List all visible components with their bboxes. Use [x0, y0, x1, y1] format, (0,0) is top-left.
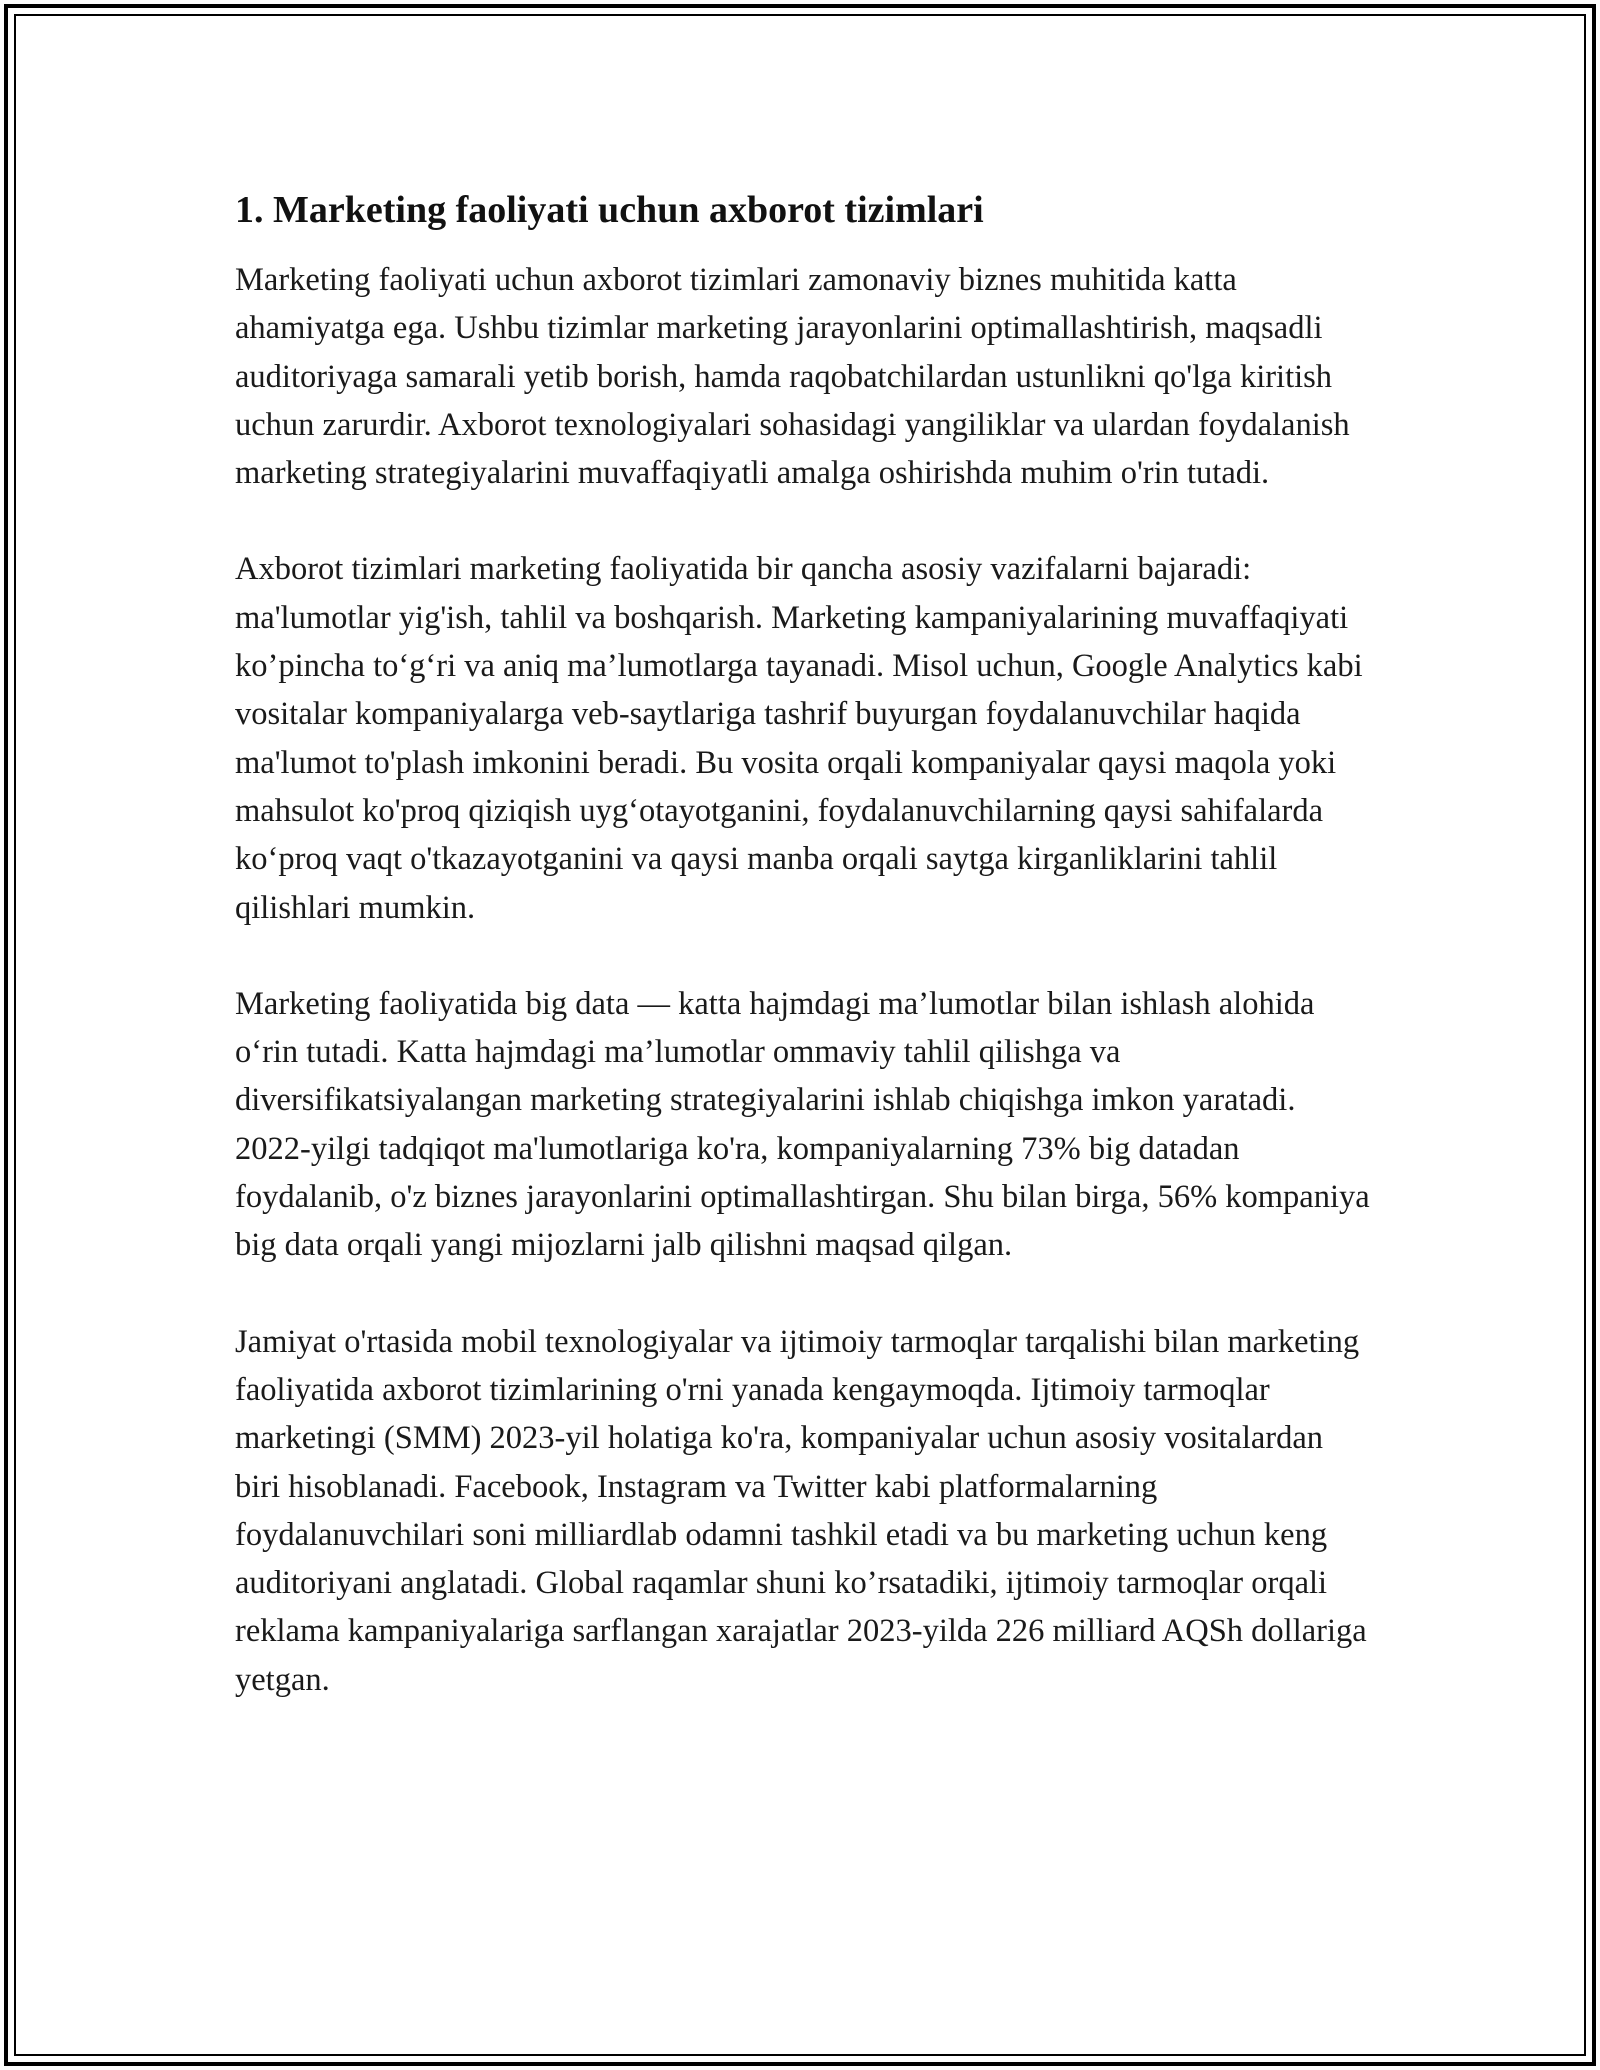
paragraph-social-media: Jamiyat o'rtasida mobil texnologiyalar va ijtimoiy tarmoqlar tarqalishi bilan marketing faoliyatida axborot tizimlarining o'rni yanada kengaymoqda. Ijtimoiy tarmoqlar marketingi (SMM) 2023-yil holatiga ko'ra, kompaniyalar uchun asosiy vositalardan biri hisoblanadi. Facebook, Instagram va Twitter kabi platformalarning foydalanuvchilari soni milliardlab odamni tashkil etadi va bu marketing uchun keng auditoriyani anglatadi. Global raqamlar shuni ko’rsatadiki, ijtimoiy tarmoqlar orqali reklama kampaniyalariga sarflangan xarajatlar 2023-yilda 226 milliard AQSh dollariga yetgan.	[235, 1323, 1367, 1698]
document-body	[235, 186, 1375, 1752]
section-heading: 1. Marketing faoliyati uchun axborot tizimlari	[235, 189, 984, 231]
paragraph-tasks: Axborot tizimlari marketing faoliyatida bir qancha asosiy vazifalarni bajaradi: ma'lumotlar yig'ish, tahlil va boshqarish. Marketing kampaniyalarining muvaffaqiyati ko’pincha to‘g‘ri va aniq ma’lumotlarga tayanadi. Misol uchun, Google Analytics kabi vositalar kompaniyalarga veb-saytlariga tashrif buyurgan foydalanuvchilar haqida ma'lumot to'plash imkonini beradi. Bu vosita orqali kompaniyalar qaysi maqola yoki mahsulot ko'proq qiziqish uyg‘otayotganini, foydalanuvchilarning qaysi sahifalarda ko‘proq vaqt o'tkazayotganini va qaysi manba orqali saytga kirganliklarini tahlil qilishlari mumkin.	[235, 551, 1363, 926]
paragraph-intro: Marketing faoliyati uchun axborot tizimlari zamonaviy biznes muhitida katta ahamiyatga ega. Ushbu tizimlar marketing jarayonlarini optimallashtirish, maqsadli auditoriyaga samarali yetib borish, hamda raqobatchilardan ustunlikni qo'lga kiritish uchun zarurdir. Axborot texnologiyalari sohasidagi yangiliklar va ulardan foydalanish marketing strategiyalarini muvaffaqiyatli amalga oshirishda muhim o'rin tutadi.	[235, 262, 1350, 492]
paragraph-big-data: Marketing faoliyatida big data — katta hajmdagi ma’lumotlar bilan ishlash alohida o‘rin tutadi. Katta hajmdagi ma’lumotlar ommaviy tahlil qilishga va diversifikatsiyalangan marketing strategiyalarini ishlab chiqishga imkon yaratadi. 2022-yilgi tadqiqot ma'lumotlariga ko'ra, kompaniyalarning 73% big datadan foydalanib, o'z biznes jarayonlarini optimallashtirgan. Shu bilan birga, 56% kompaniya big data orqali yangi mijozlarni jalb qilishni maqsad qilgan.	[235, 985, 1370, 1264]
